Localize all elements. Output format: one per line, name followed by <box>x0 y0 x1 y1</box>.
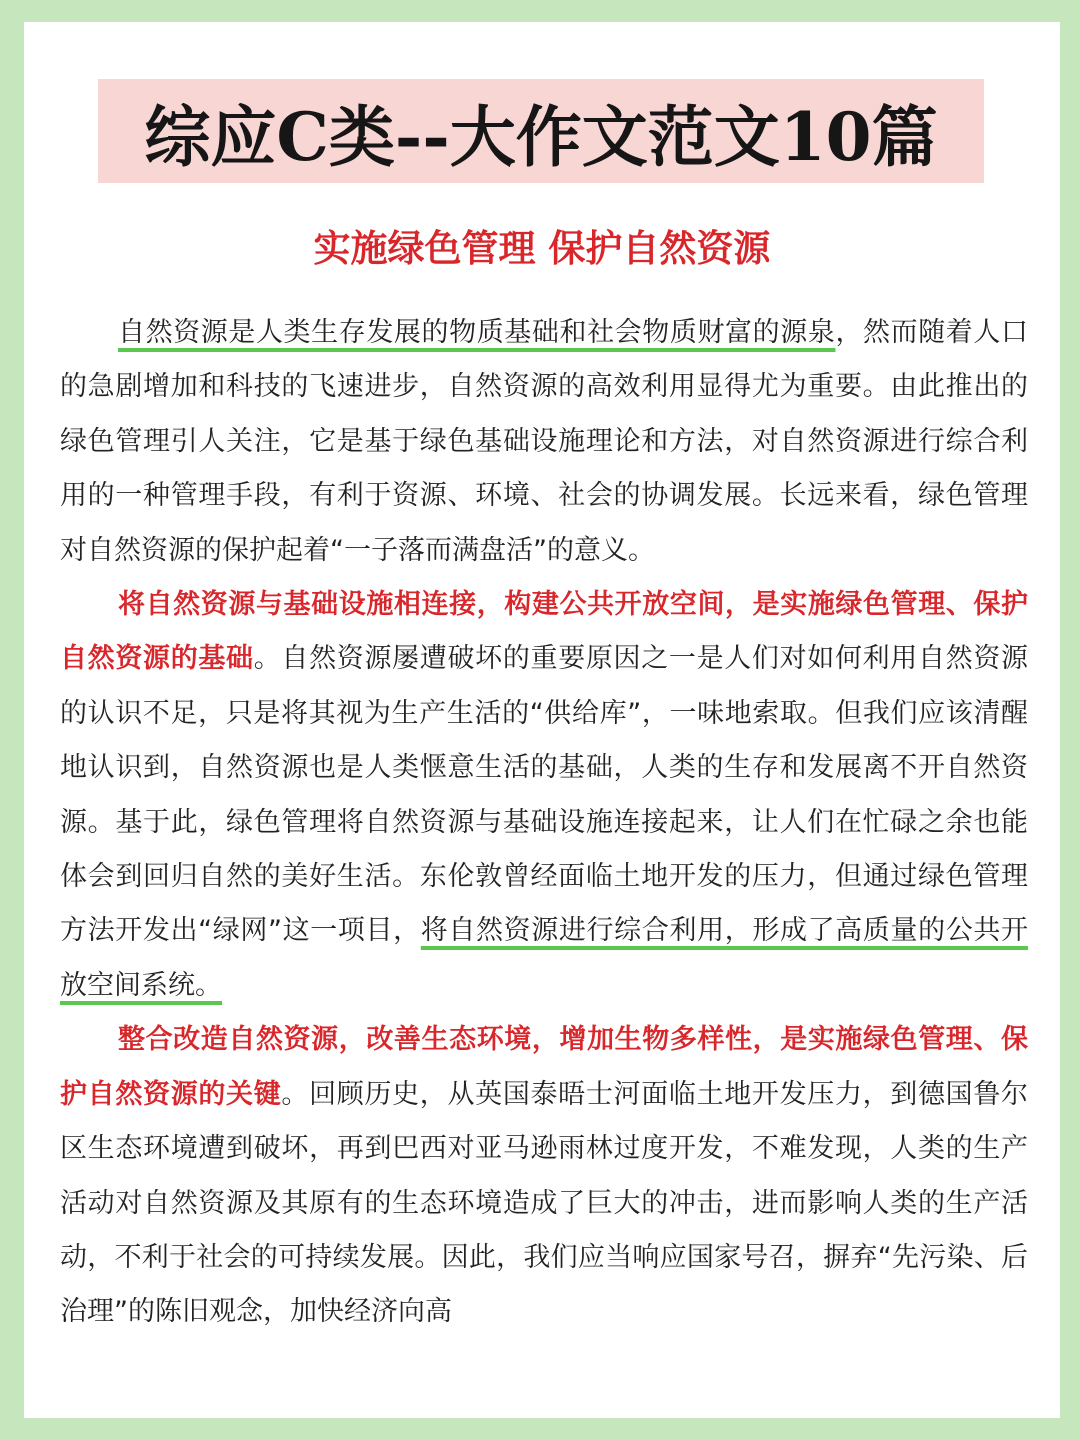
document-sheet <box>24 22 1060 1418</box>
paragraph-3-text: 。回顾历史，从英国泰晤士河面临土地开发压力，到德国鲁尔区生态环境遭到破坏，再到巴西对亚马逊雨林过度开发，不难发现，人类的生产活动对自然资源及其原有的生态环境造成了巨大的冲击，进而影响人类的生产活动，不利于社会的可持续发展。因此，我们应当响应国家号召，摒弃“先污染、后治理”的陈旧观念，加快经济向高 <box>60 1078 1029 1328</box>
paragraph-1 <box>60 306 1028 578</box>
paragraph-3 <box>60 1013 1028 1339</box>
title-banner <box>98 79 984 183</box>
paragraph-3-heading: 整合改造自然资源，改善生态环境，增加生物多样性，是实施绿色管理、保护自然资源的关键 <box>60 1024 1028 1110</box>
paragraph-1-text: ，然而随着人口的急剧增加和科技的飞速进步，自然资源的高效利用显得尤为重要。由此推出的绿色管理引人关注，它是基于绿色基础设施理论和方法，对自然资源进行综合利用的一种管理手段，有利于资源、环境、社会的协调发展。长远来看，绿色管理对自然资源的保护起着“一子落而满盘活”的意义。 <box>60 317 1028 566</box>
essay-subtitle: 实施绿色管理 保护自然资源 <box>313 227 771 270</box>
paragraph-2-heading: 将自然资源与基础设施相连接，构建公共开放空间，是实施绿色管理、保护自然资源的基础 <box>60 589 1028 675</box>
paragraph-2-text: 。自然资源屡遭破坏的重要原因之一是人们对如何利用自然资源的认识不足，只是将其视为生产生活的“供给库”，一味地索取。但我们应该清醒地认识到，自然资源也是人类惬意生活的基础，人类的生存和发展离不开自然资源。基于此，绿色管理将自然资源与基础设施连接起来，让人们在忙碌之余也能体会到回归自然的美好生活。东伦敦曾经面临土地开发的压力，但通过绿色管理方法开发出“绿网”这一项目， <box>60 643 1029 947</box>
underlined-intro-sentence: 自然资源是人类生存发展的物质基础和社会物质财富的源泉 <box>118 317 836 348</box>
page-title: 综应C类--大作文范文10篇 <box>144 97 938 176</box>
essay-body <box>60 306 1028 1340</box>
paragraph-2 <box>60 578 1028 1013</box>
underlined-conclusion-sentence: 将自然资源进行综合利用，形成了高质量的公共开放空间系统。 <box>60 915 1028 1001</box>
